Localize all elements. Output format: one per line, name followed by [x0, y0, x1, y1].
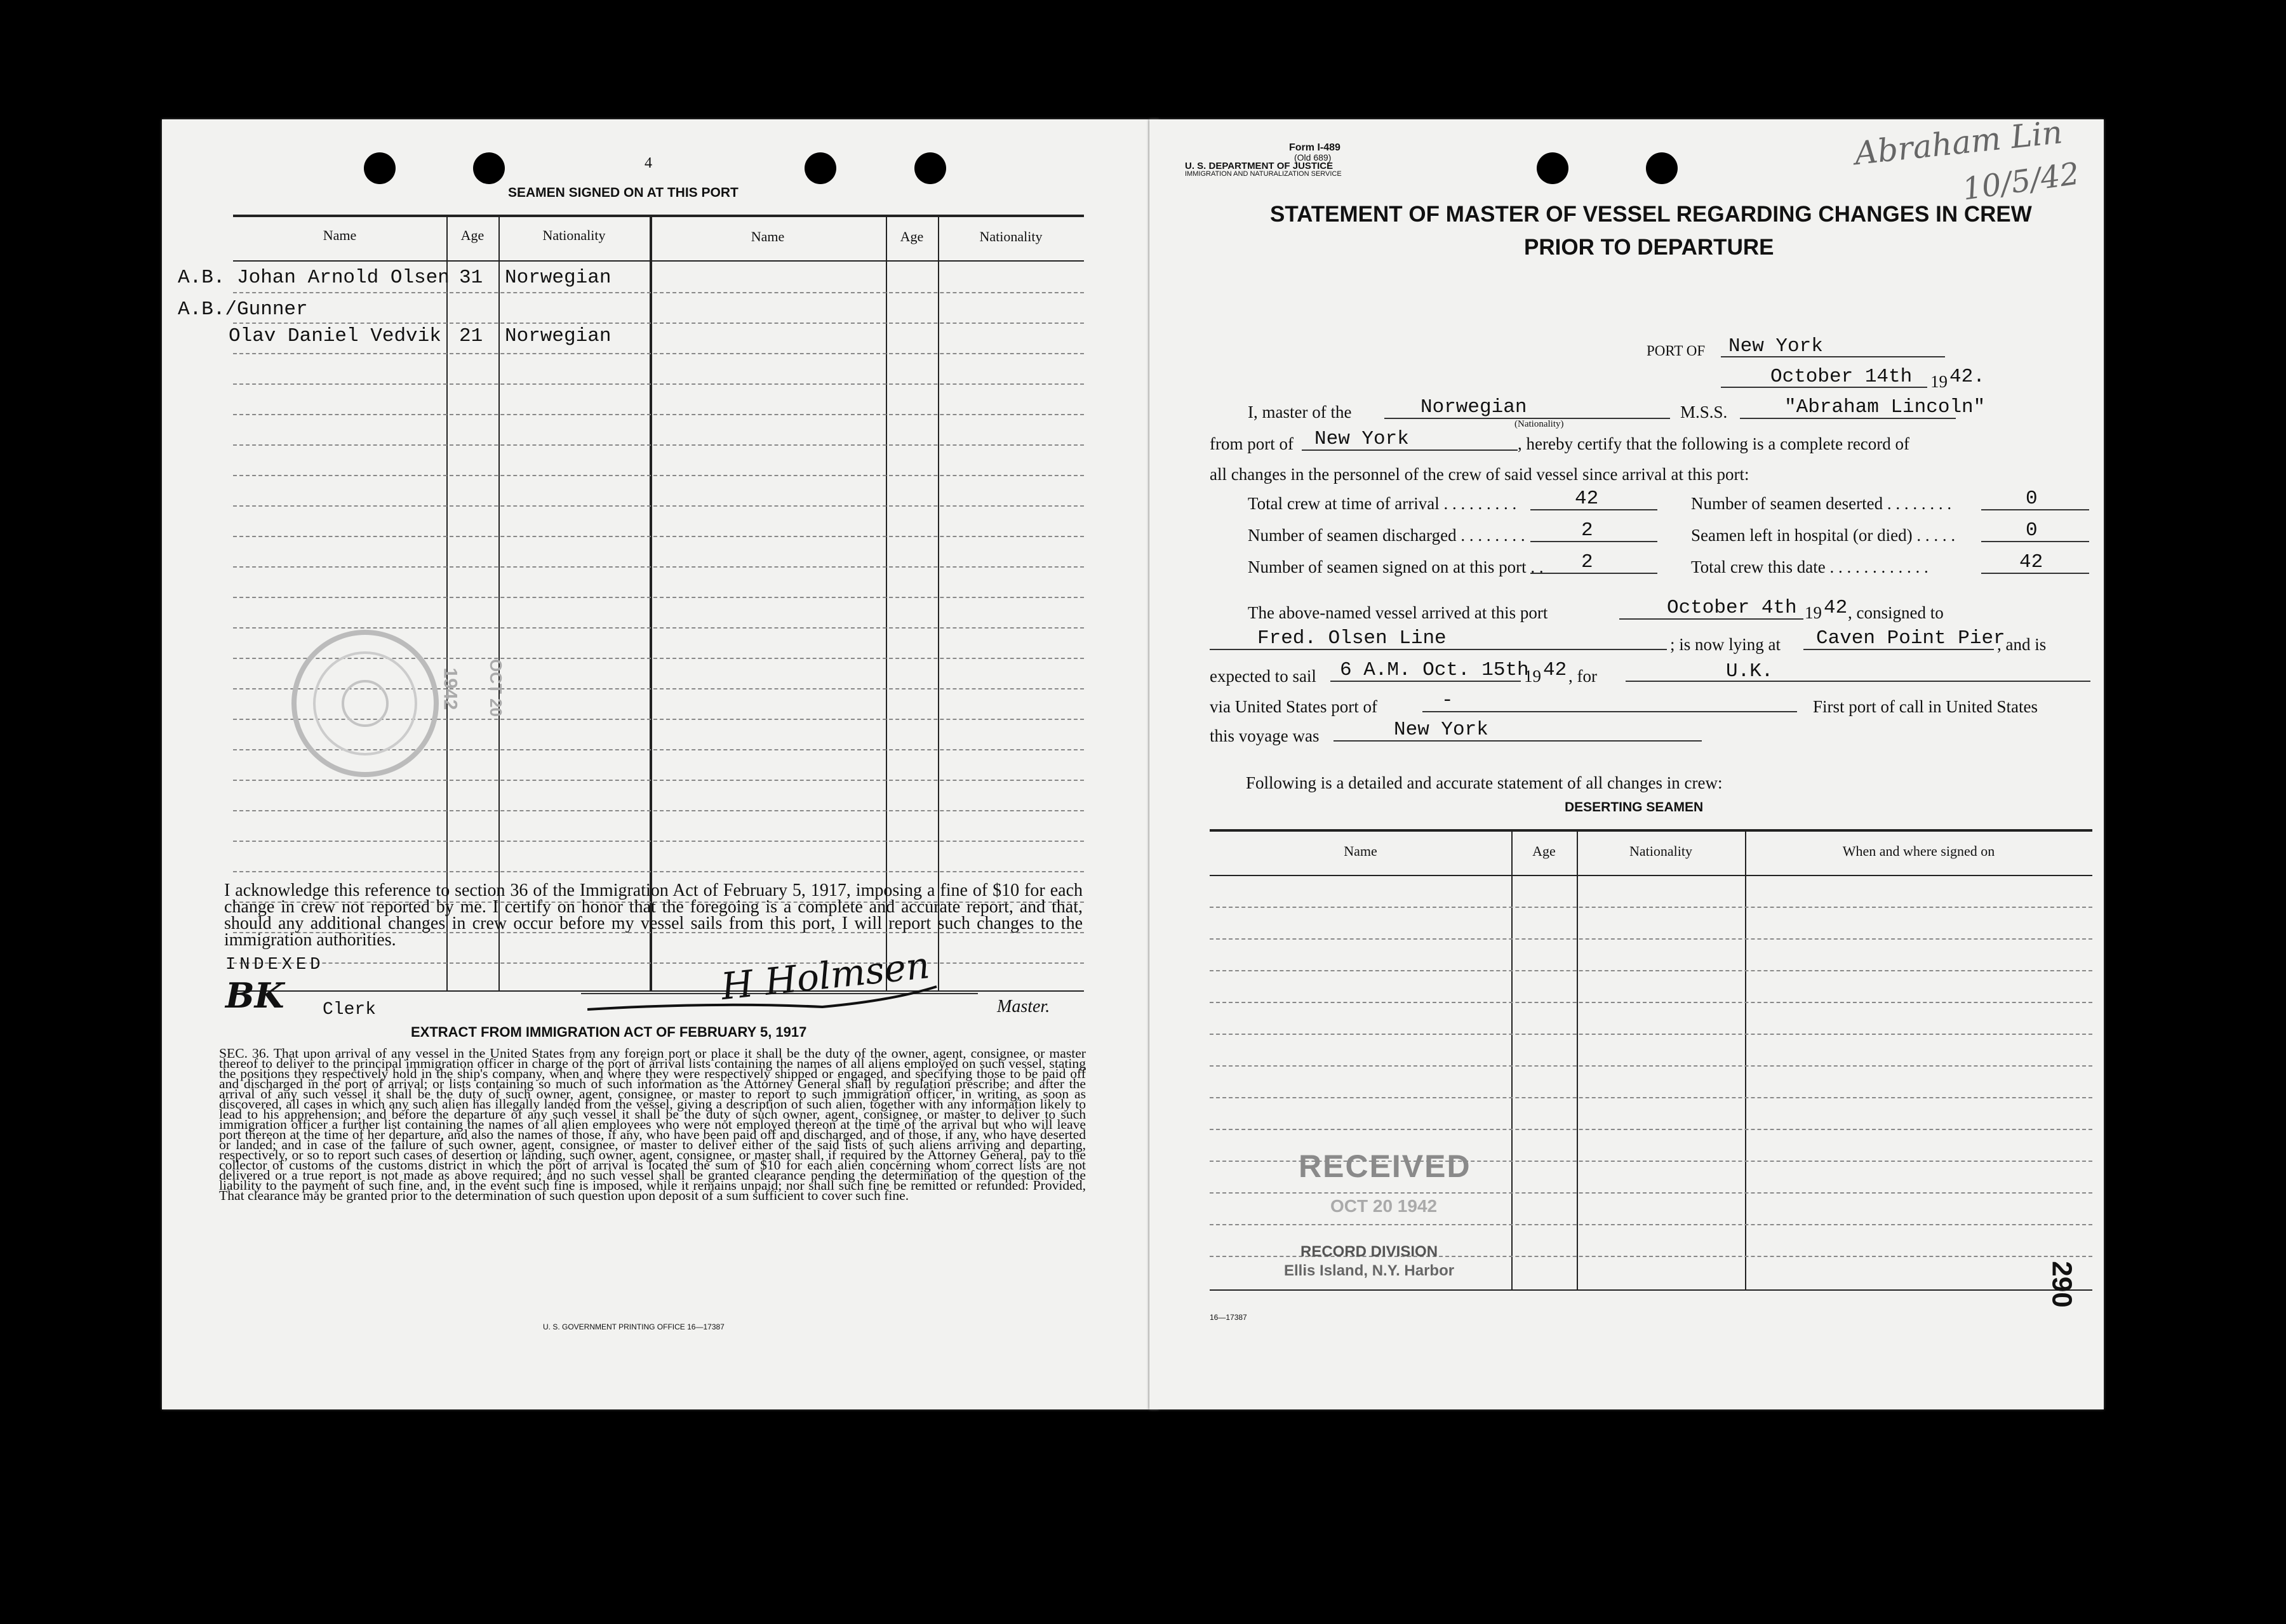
deserting-title: DESERTING SEAMEN	[1565, 800, 1704, 815]
port-label: PORT OF	[1647, 343, 1706, 359]
table-row-age: 21	[459, 325, 483, 347]
left-title: SEAMEN SIGNED ON AT THIS PORT	[508, 185, 739, 200]
arrived-year-prefix: 19	[1805, 603, 1822, 622]
faint-received-stamp	[264, 608, 467, 818]
stat-discharged-label: Number of seamen discharged . . . . . . . .	[1248, 526, 1525, 545]
table-row-name: Olav Daniel Vedvik	[229, 325, 441, 347]
page-stamp-number: 290	[2046, 1261, 2078, 1308]
col-name-2: Name	[751, 229, 785, 244]
desert-col-nationality: Nationality	[1629, 843, 1692, 859]
from-port-label: from port of	[1210, 434, 1293, 453]
desert-col-age: Age	[1532, 843, 1556, 859]
master-label: Master.	[997, 997, 1050, 1016]
left-page	[162, 119, 1159, 1409]
col-nationality: Nationality	[542, 227, 606, 243]
form-title-line-2: PRIOR TO DEPARTURE	[1524, 235, 1774, 260]
stat-discharged-value: 2	[1581, 519, 1593, 542]
col-nationality-2: Nationality	[979, 229, 1043, 244]
and-is-label: , and is	[1997, 635, 2047, 654]
certify-text: , hereby certify that the following is a complete record of	[1518, 434, 1910, 453]
punch-hole	[805, 152, 836, 184]
consignee: Fred. Olsen Line	[1257, 627, 1447, 649]
stat-total-date-label: Total crew this date . . . . . . . . . . . .	[1691, 557, 1928, 576]
expected-label: expected to sail	[1210, 667, 1316, 686]
year-value: 42.	[1949, 366, 1985, 388]
department: U. S. DEPARTMENT OF JUSTICE	[1185, 161, 1334, 171]
service: IMMIGRATION AND NATURALIZATION SERVICE	[1185, 170, 1342, 178]
form-footer: 16—17387	[1210, 1313, 1247, 1322]
punch-hole	[473, 152, 505, 184]
vessel-prefix: M.S.S.	[1680, 403, 1728, 422]
arrived-label: The above-named vessel arrived at this port	[1248, 603, 1548, 622]
arrived-year: 42	[1824, 597, 1848, 619]
table-row-rating: A.B./Gunner	[178, 298, 308, 321]
stat-signed-on-value: 2	[1581, 551, 1593, 573]
stat-total-arrival-label: Total crew at time of arrival . . . . . . . . .	[1248, 494, 1517, 513]
right-page	[1149, 113, 2104, 1409]
port-value: New York	[1728, 335, 1823, 357]
nationality-value: Norwegian	[1420, 396, 1527, 418]
all-changes-text: all changes in the personnel of the crew of said vessel since arrival at this port:	[1210, 465, 1749, 484]
record-division: RECORD DIVISION	[1300, 1243, 1438, 1260]
table-row-nationality: Norwegian	[505, 267, 612, 289]
table-row-nationality: Norwegian	[505, 325, 612, 347]
table-row-age: 31	[459, 267, 483, 289]
signature-flourish	[587, 984, 943, 1016]
printing-office: U. S. GOVERNMENT PRINTING OFFICE 16—17387	[543, 1322, 725, 1331]
first-port-value: New York	[1394, 719, 1488, 741]
handwritten-date: 10/5/42	[1960, 156, 2082, 208]
stat-signed-on-label: Number of seamen signed on at this port . .	[1248, 557, 1544, 576]
extract-text: SEC. 36. That upon arrival of any vessel in the United States from any foreign port or place it shall be the duty of the owner, agent, consignee, or master thereof to deliver to the principal immigration officer in charge of the port of arrival lists containing the names of all aliens employed on such vessel, stating the positions they respectively hold in the ship's company, when and where they were respectively shipped or engaged, and specifying those to be paid off and discharged in the port of arrival; or lists containing so much of such information as the Attorney General shall by regulation prescribe; and after the arrival of any such vessel it shall be the duty of such owner, agent, consignee, or master to report to such immigration officer, in writing, as soon as discovered, all cases in which any such alien has illegally landed from the vessel, giving a description of such alien, together with any information likely to lead to his apprehension; and before the departure of any such vessel it shall be the duty of such owner, agent, consignee, or master to deliver to such immigration officer a further list containing the names of all alien employees who were not employed thereon at the time of the arrival but who will leave port thereon at the time of her departure, and also the names of those, if any, who have been paid off and discharged, and of those, if any, who have deserted or landed; and in case of the failure of such owner, agent, consignee, or master to deliver either of the said lists of such aliens arriving and departing, respectively, or so to report such cases of desertion or landing, such owner, agent, consignee, or master shall, if required by the Attorney General, pay to the collector of customs of the customs district in which the port of arrival is located the sum of $10 for each alien concerning whom correct lists are not delivered or a true report is not made as above required; and no such vessel shall be granted clearance pending the determination of the question of the liability to the payment of such fine, and, in the event such fine is imposed, while it remains unpaid; nor shall such fine be remitted or refunded: Provided, That clearance may be granted prior to the determination of such question upon deposit of a sum sufficient to cover such fine.	[219, 1046, 1086, 1203]
indexed-label: INDEXED	[225, 955, 324, 975]
first-port-label: First port of call in United States	[1813, 697, 2038, 716]
punch-hole	[1537, 152, 1568, 184]
form-number: Form I-489	[1289, 142, 1340, 153]
this-voyage-label: this voyage was	[1210, 726, 1320, 745]
sail-year: 42	[1543, 659, 1567, 681]
arrived-date: October 4th	[1667, 597, 1797, 619]
vessel-name: "Abraham Lincoln"	[1784, 396, 1986, 418]
statement-date: October 14th	[1770, 366, 1913, 388]
sail-time: 6 A.M. Oct. 15th	[1340, 659, 1529, 681]
ellis-island: Ellis Island, N.Y. Harbor	[1284, 1262, 1455, 1279]
punch-hole	[364, 152, 396, 184]
stamp-year: 1942	[439, 667, 461, 710]
sail-year-prefix: 19	[1524, 667, 1541, 686]
received-date: OCT 20 1942	[1330, 1196, 1438, 1216]
stamp-date: OCT 20	[486, 658, 506, 717]
table-row-name: Johan Arnold Olsen	[237, 267, 450, 289]
punch-hole	[914, 152, 946, 184]
extract-title: EXTRACT FROM IMMIGRATION ACT OF FEBRUARY 5, 1917	[411, 1024, 807, 1040]
from-port-value: New York	[1314, 428, 1409, 450]
via-value: -	[1441, 689, 1454, 712]
destination: U.K.	[1726, 660, 1774, 682]
master-of-label: I, master of the	[1248, 403, 1352, 422]
consigned-label: , consigned to	[1848, 603, 1944, 622]
clerk-initials: BK	[225, 975, 284, 1016]
lying-label: ; is now lying at	[1670, 635, 1781, 654]
col-age: Age	[460, 227, 485, 243]
form-title-line-1: STATEMENT OF MASTER OF VESSEL REGARDING CHANGES IN CREW	[1270, 202, 2032, 227]
master-signature: H Holmsen	[719, 943, 932, 1009]
nationality-caption: (Nationality)	[1514, 419, 1564, 429]
received-stamp: RECEIVED	[1299, 1148, 1471, 1184]
stat-total-arrival-value: 42	[1575, 488, 1599, 510]
page-number: 4	[645, 155, 652, 171]
stat-deserted-value: 0	[2026, 488, 2038, 510]
stat-total-date-value: 42	[2019, 551, 2043, 573]
stat-deserted-label: Number of seamen deserted . . . . . . . .	[1691, 494, 1952, 513]
handwritten-vessel-note: Abraham Lin	[1852, 113, 2064, 173]
col-age-2: Age	[900, 229, 924, 244]
clerk-label: Clerk	[323, 1000, 377, 1020]
year-prefix: 19	[1930, 372, 1948, 391]
stat-hospital-value: 0	[2026, 519, 2038, 542]
lying-at: Caven Point Pier	[1816, 627, 2005, 649]
via-label: via United States port of	[1210, 697, 1377, 716]
punch-hole	[1646, 152, 1678, 184]
form-old-number: (Old 689)	[1294, 152, 1332, 163]
following-text: Following is a detailed and accurate statement of all changes in crew:	[1246, 773, 1723, 792]
stat-hospital-label: Seamen left in hospital (or died) . . . . .	[1691, 526, 1956, 545]
for-label: , for	[1568, 667, 1597, 686]
desert-col-name: Name	[1344, 843, 1377, 859]
table-row-rating: A.B.	[178, 267, 225, 289]
col-name: Name	[323, 227, 357, 243]
desert-col-signed-on: When and where signed on	[1842, 843, 1995, 859]
acknowledgement-text: I acknowledge this reference to section 36 of the Immigration Act of February 5, 1917, imposing a fine of $10 for each change in crew not reported by me. I certify on honor that the foregoing is a complete and accurate report, and that, should any additional changes in crew occur before my vessel sails from this port, I will report such changes to the immigration authorities.	[224, 881, 1083, 950]
